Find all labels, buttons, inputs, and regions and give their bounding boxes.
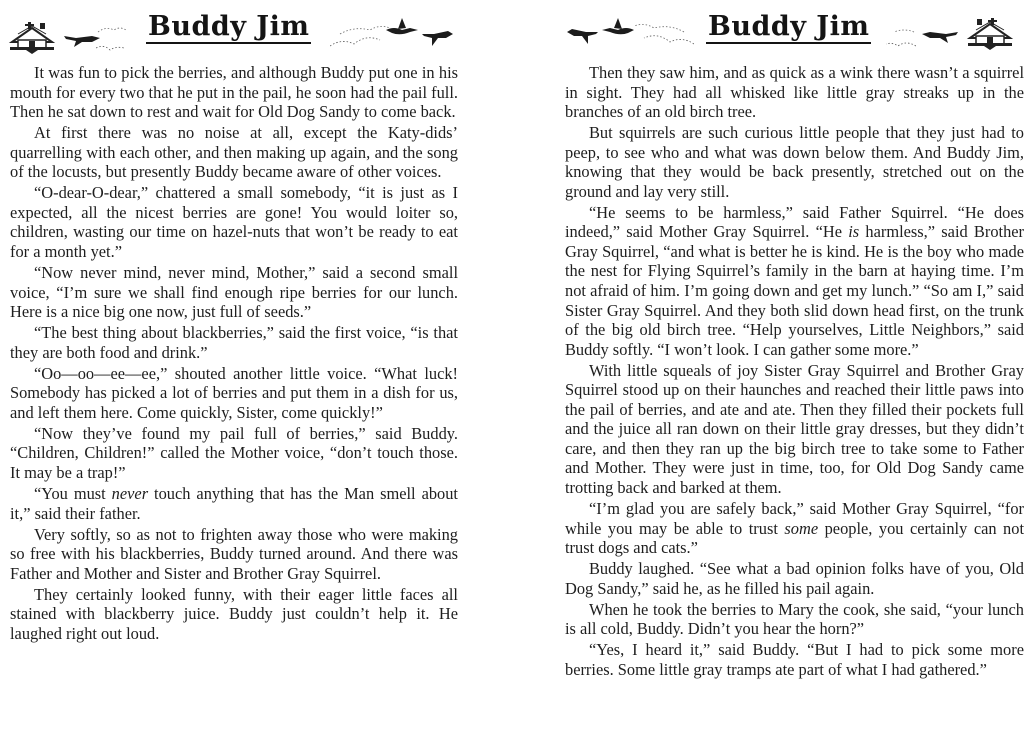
text-run: touch anything that has the Man smell about it,” said their father. xyxy=(10,483,458,523)
bird-icon xyxy=(384,16,420,38)
book-title: Buddy Jim xyxy=(148,11,310,42)
paragraph: When he took the berries to Mary the cook, she said, “your lunch is all cold, Buddy. Didn’t you hear the horn?” xyxy=(565,599,1024,639)
paragraph: At first there was no noise at all, except the Katy-dids’ quarrelling with each other, and then making up again, and the song of the locusts, but presently Buddy became aware of other voices. xyxy=(10,123,458,182)
emphasis-text: some xyxy=(784,518,819,538)
paragraph: Buddy laughed. “See what a bad opinion folks have of you, Old Dog Sandy,” said he, as he filled his pail again. xyxy=(565,559,1024,598)
text-run: people, you certainly can not trust dogs and cats.” xyxy=(565,518,1025,558)
paragraph: Very softly, so as not to frighten away those who were making so free with his blackberries, Buddy turned around. And there was Father and Mother and Sister and Brother Gray Squirrel. xyxy=(10,524,458,583)
bird-icon xyxy=(566,26,600,46)
paragraph: “The best thing about blackberries,” said the first voice, “is that they are both food and drink.” xyxy=(10,323,458,362)
right-page xyxy=(556,0,1028,732)
bird-icon xyxy=(420,28,454,48)
page-header xyxy=(0,12,470,52)
cloud-dots-icon xyxy=(634,20,694,50)
text-run: harmless,” said Brother Gray Squirrel, “and what is better he is kind. He is the boy who made the nest for Flying Squirrel’s family in the barn at haying time. I’m not afraid of him. I’m going down and get my lunch.” “So am I,” said Sister Gray Squirrel. And they both slid down head first, on the trunk of the big old birch tree. “Help yourselves, Little Neighbors,” said Buddy softly. “I won’t look. I can gather some more.” xyxy=(565,222,1025,359)
birdhouse-icon xyxy=(964,16,1016,50)
paragraph: “Oo—oo—ee—ee,” shouted another little voice. “What luck! Somebody has picked a lot of berries and put them in a dish for us, and left them here. Come quickly, Sister, come quickly!” xyxy=(10,363,458,422)
bird-icon xyxy=(920,28,960,44)
book-title: Buddy Jim xyxy=(708,11,870,42)
birdhouse-icon xyxy=(6,20,58,54)
text-run: “I’m glad you are safely back,” said Mother Gray Squirrel, “for while you may be able to trust xyxy=(565,499,1024,538)
paragraph: “Now never mind, never mind, Mother,” said a second small voice, “I’m sure we shall find enough ripe berries for our lunch. Here is a nice big one now, just full of seeds.” xyxy=(10,262,458,322)
paragraph xyxy=(10,484,458,523)
paragraph: With little squeals of joy Sister Gray Squirrel and Brother Gray Squirrel stood up on their haunches and reached their little paws into the pail of berries, and ate and ate. Then they filled their pockets full and the juice all ran down on their little gray dresses, but they didn’t care, and then they ran up the big birch tree to take some to Father and Mother. They were just in time, too, for Old Dog Sandy came trotting back and barked at them. xyxy=(565,360,1024,497)
paragraph: But squirrels are such curious little people that they just had to peep, to see who and what was down below them. And Buddy Jim, knowing that they would be back presently, stretched out on the ground and lay very still. xyxy=(565,123,1024,201)
paragraph: Then they saw him, and as quick as a wink there wasn’t a squirrel in sight. They had all whisked like little gray streaks up in the branches of an old birch tree. xyxy=(565,63,1024,122)
paragraph: “Now they’ve found my pail full of berries,” said Buddy. “Children, Children!” called the Mother voice, “don’t touch those. It may be a trap!” xyxy=(10,423,458,482)
paragraph: “O-dear-O-dear,” chattered a small somebody, “it is just as I expected, all the nicest berries are gone! You would loiter so, children, wasting our time on hazel-nuts that won’t be ready to eat for a month yet.” xyxy=(10,183,458,261)
left-page xyxy=(0,0,470,732)
cloud-dots-icon xyxy=(886,26,916,56)
cloud-dots-icon xyxy=(330,22,390,52)
page-body xyxy=(565,63,1024,681)
emphasis-text: is xyxy=(848,222,860,242)
page-body xyxy=(10,63,458,645)
bird-icon xyxy=(600,16,636,38)
paragraph: “Yes, I heard it,” said Buddy. “But I had to pick some more berries. Some little gray tramps ate part of what I had gathered.” xyxy=(565,640,1024,679)
paragraph: It was fun to pick the berries, and although Buddy put one in his mouth for every two that he put in the pail, he soon had the pail full. Then he sat down to rest and wait for Old Dog Sandy to come back. xyxy=(10,63,458,122)
paragraph: They certainly looked funny, with their eager little faces all stained with blackberry juice. Buddy just couldn’t help it. He laughed right out loud. xyxy=(10,584,458,643)
text-run: “You must xyxy=(34,483,112,503)
page-header xyxy=(556,12,1028,52)
cloud-dots-icon xyxy=(96,22,126,56)
paragraph xyxy=(565,203,1024,359)
paragraph xyxy=(565,499,1024,558)
text-run: “He seems to be harmless,” said Father Squirrel. “He does indeed,” said Mother Gray Squirrel. “He xyxy=(565,202,1024,242)
emphasis-text: never xyxy=(111,483,149,503)
